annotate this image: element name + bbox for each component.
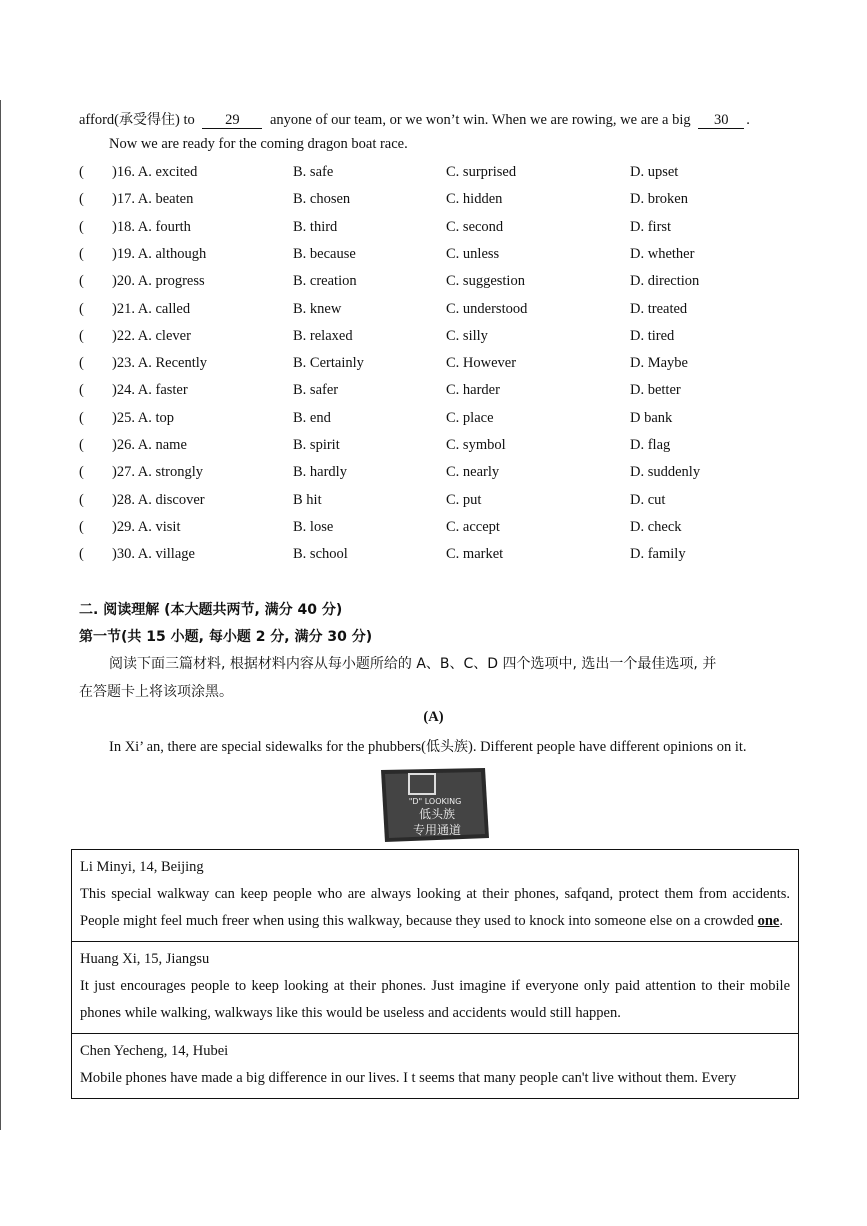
- blank-30[interactable]: 30: [698, 113, 744, 129]
- option-d[interactable]: D. check: [630, 518, 682, 535]
- option-b[interactable]: B. end: [293, 409, 331, 426]
- opinion-card: [72, 850, 799, 942]
- answer-bracket[interactable]: (: [79, 546, 84, 563]
- option-d[interactable]: D. treated: [630, 300, 688, 317]
- option-b[interactable]: B. safer: [293, 382, 339, 399]
- option-b[interactable]: B. Certainly: [293, 355, 364, 372]
- option-b[interactable]: B hit: [293, 491, 322, 508]
- answer-bracket[interactable]: (: [79, 164, 84, 180]
- question-row: [79, 191, 799, 211]
- cloze-intro-line-1: [79, 109, 750, 129]
- section-heading: 二. 阅读理解 (本大题共两节, 满分 40 分): [79, 602, 343, 618]
- cloze-cn-gloss: 承受得住: [119, 112, 175, 128]
- option-b[interactable]: B. knew: [293, 300, 342, 317]
- answer-bracket[interactable]: (: [79, 218, 84, 235]
- question-number-option-a[interactable]: )20. A. progress: [112, 273, 205, 290]
- question-number-option-a[interactable]: )30. A. village: [112, 546, 195, 563]
- question-row: [79, 519, 799, 539]
- option-b[interactable]: B. third: [293, 218, 338, 235]
- option-d[interactable]: D. tired: [630, 327, 675, 344]
- answer-bracket[interactable]: (: [79, 437, 84, 453]
- option-d[interactable]: D. upset: [630, 164, 679, 180]
- question-number-option-a[interactable]: )24. A. faster: [112, 382, 188, 399]
- part-heading: 第一节(共 15 小题, 每小题 2 分, 满分 30 分): [79, 629, 373, 645]
- option-d[interactable]: D. direction: [630, 273, 700, 290]
- opinion-row: [72, 942, 799, 1034]
- question-number-option-a[interactable]: )23. A. Recently: [112, 355, 208, 372]
- option-d[interactable]: D bank: [630, 409, 673, 426]
- opinion-author: Huang Xi, 15, Jiangsu: [80, 951, 210, 967]
- option-c[interactable]: C. surprised: [446, 164, 517, 180]
- option-c[interactable]: C. suggestion: [446, 273, 525, 290]
- opinion-row: [72, 850, 799, 942]
- answer-bracket[interactable]: (: [79, 518, 84, 535]
- option-b[interactable]: B. chosen: [293, 191, 351, 208]
- question-number-option-a[interactable]: )22. A. clever: [112, 327, 191, 344]
- option-b[interactable]: B. spirit: [293, 437, 340, 453]
- opinion-row: [72, 1034, 799, 1099]
- opinion-author: Chen Yecheng, 14, Hubei: [80, 1043, 229, 1059]
- answer-bracket[interactable]: (: [79, 491, 84, 508]
- question-row: [79, 492, 799, 512]
- sign-text-en: "D" LOOKING: [408, 797, 462, 806]
- instructions-line-1: 阅读下面三篇材料, 根据材料内容从每小题所给的 A、B、C、D 四个选项中, 选出一个最佳选项, 并: [109, 656, 717, 672]
- question-number-option-a[interactable]: )27. A. strongly: [112, 464, 204, 481]
- option-c[interactable]: C. put: [446, 491, 482, 508]
- option-d[interactable]: D. suddenly: [630, 464, 701, 481]
- cloze-text: ) to: [175, 112, 195, 128]
- question-row: [79, 382, 799, 402]
- option-c[interactable]: C. nearly: [446, 464, 500, 481]
- question-row: [79, 546, 799, 566]
- question-number-option-a[interactable]: )19. A. although: [112, 245, 207, 262]
- sign-text-cn-2: 专用通道: [412, 823, 462, 837]
- answer-bracket[interactable]: (: [79, 245, 84, 262]
- instructions-line-2: 在答题卡上将该项涂黑。: [79, 684, 233, 700]
- answer-bracket[interactable]: (: [79, 464, 84, 481]
- option-c[interactable]: C. accept: [446, 518, 500, 535]
- option-b[interactable]: B. lose: [293, 518, 334, 535]
- opinions-table: [71, 849, 799, 1099]
- opinion-card: [72, 942, 799, 1034]
- option-c[interactable]: C. understood: [446, 300, 528, 317]
- option-b[interactable]: B. safe: [293, 164, 334, 180]
- opinion-text-end: .: [779, 913, 783, 929]
- option-d[interactable]: D. broken: [630, 191, 688, 208]
- opinion-card: [72, 1034, 799, 1099]
- option-c[interactable]: C. market: [446, 546, 504, 563]
- opinion-text: [80, 881, 790, 935]
- question-number-option-a[interactable]: )21. A. called: [112, 300, 191, 317]
- blank-29[interactable]: 29: [202, 113, 262, 129]
- passage-intro-text: In Xi’ an, there are special sidewalks for the phubbers(: [109, 739, 426, 755]
- option-d[interactable]: D. first: [630, 218, 672, 235]
- option-d[interactable]: D. cut: [630, 491, 666, 508]
- answer-bracket[interactable]: (: [79, 382, 84, 399]
- option-c[interactable]: C. harder: [446, 382, 500, 399]
- question-row: [79, 328, 799, 348]
- passage-intro-cn: 低头族: [426, 739, 468, 755]
- sign-text-cn-1: 低头族: [418, 807, 456, 821]
- passage-intro: [109, 736, 747, 756]
- question-row: [79, 273, 799, 293]
- question-number-option-a[interactable]: )29. A. visit: [112, 518, 181, 535]
- option-c[interactable]: C. However: [446, 355, 517, 372]
- option-c[interactable]: C. second: [446, 218, 504, 235]
- option-c[interactable]: C. hidden: [446, 191, 503, 208]
- option-d[interactable]: D. better: [630, 382, 681, 399]
- option-d[interactable]: D. flag: [630, 437, 671, 453]
- option-c[interactable]: C. symbol: [446, 437, 506, 453]
- opinion-author: Li Minyi, 14, Beijing: [80, 859, 204, 875]
- cloze-text: afford(: [79, 112, 119, 128]
- question-row: [79, 464, 799, 484]
- question-row: [79, 301, 799, 321]
- question-number-option-a[interactable]: )17. A. beaten: [112, 191, 194, 208]
- question-row: [79, 219, 799, 239]
- question-row: [79, 355, 799, 375]
- option-c[interactable]: C. place: [446, 409, 494, 426]
- option-b[interactable]: B. relaxed: [293, 327, 353, 344]
- sidewalk-sign-photo: [375, 764, 492, 844]
- question-row: [79, 246, 799, 266]
- option-d[interactable]: D. family: [630, 546, 686, 563]
- answer-bracket[interactable]: (: [79, 327, 84, 344]
- question-row: [79, 164, 799, 184]
- question-number-option-a[interactable]: )16. A. excited: [112, 164, 198, 180]
- question-number-option-a[interactable]: )25. A. top: [112, 409, 175, 426]
- cloze-text: anyone of our team, or we won’t win. When we are rowing, we are a big: [269, 112, 691, 128]
- option-b[interactable]: B. school: [293, 546, 348, 563]
- question-row: [79, 437, 799, 457]
- underlined-word: one: [757, 913, 780, 929]
- answer-bracket[interactable]: (: [79, 300, 84, 317]
- cloze-intro-line-2: Now we are ready for the coming dragon boat race.: [109, 136, 408, 152]
- opinion-text: It just encourages people to keep looking at their phones. Just imagine if everyone only paid attention to their mobile phones while walking, walkways like this would be useless and accidents would still happen.: [80, 978, 790, 1021]
- option-d[interactable]: D. Maybe: [630, 355, 688, 372]
- page-left-edge: [0, 100, 1, 1130]
- answer-bracket[interactable]: (: [79, 191, 84, 208]
- opinion-text-body: This special walkway can keep people who are always looking at their phones, safqand, protect them from accidents. People might feel much freer when using this walkway, because they used to knock into someone else on a crowded: [80, 886, 790, 929]
- passage-label: (A): [423, 709, 444, 725]
- question-row: [79, 410, 799, 430]
- option-b[interactable]: B. hardly: [293, 464, 347, 481]
- opinion-text: Mobile phones have made a big difference in our lives. I t seems that many people can't live without them. Every: [80, 1070, 737, 1086]
- question-number-option-a[interactable]: )28. A. discover: [112, 491, 205, 508]
- option-c[interactable]: C. unless: [446, 245, 500, 262]
- answer-bracket[interactable]: (: [79, 355, 84, 372]
- option-d[interactable]: D. whether: [630, 245, 695, 262]
- question-number-option-a[interactable]: )26. A. name: [112, 437, 187, 453]
- option-b[interactable]: B. creation: [293, 273, 357, 290]
- question-number-option-a[interactable]: )18. A. fourth: [112, 218, 191, 235]
- option-b[interactable]: B. because: [293, 245, 356, 262]
- answer-bracket[interactable]: (: [79, 409, 84, 426]
- passage-intro-text: ). Different people have different opinions on it.: [468, 739, 747, 755]
- option-c[interactable]: C. silly: [446, 327, 488, 344]
- cloze-text: .: [746, 112, 750, 128]
- answer-bracket[interactable]: (: [79, 273, 84, 290]
